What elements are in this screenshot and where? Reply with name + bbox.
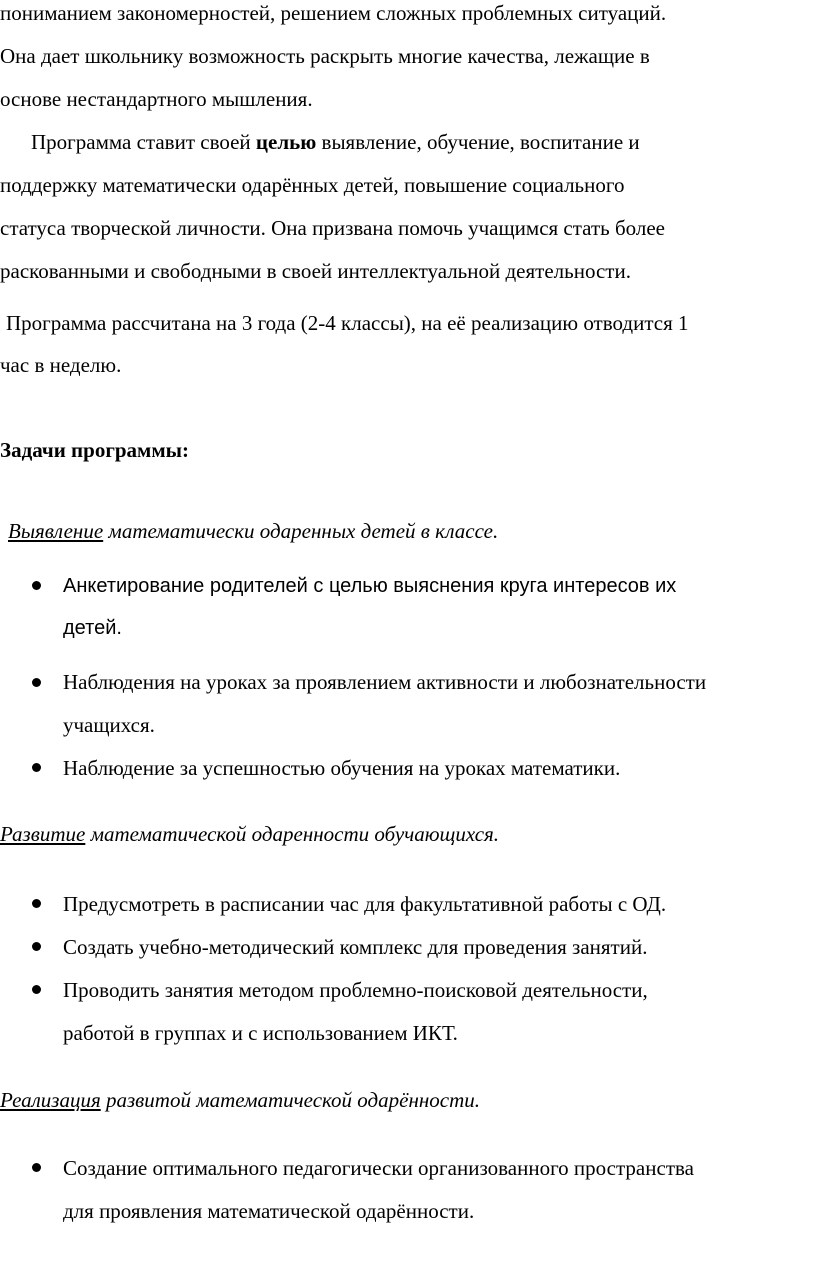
bullet-icon <box>32 985 41 994</box>
section-1-title <box>8 521 498 542</box>
section-2-item-3-line-1: Проводить занятия методом проблемно-поисковой деятельности, <box>63 978 648 1002</box>
goal-line-4: раскованными и свободными в своей интеллектуальной деятельности. <box>0 259 631 283</box>
section-1-item-1-line-2: детей. <box>63 617 122 639</box>
section-2-item-3-line-2: работой в группах и с использованием ИКТ. <box>63 1021 458 1045</box>
goal-suffix: выявление, обучение, воспитание и <box>316 130 640 154</box>
section-2-item-2-line-1: Создать учебно-методический комплекс для проведения занятий. <box>63 935 648 959</box>
section-1-item-1-line-1: Анкетирование родителей с целью выяснения круга интересов их <box>63 575 677 597</box>
section-3-title <box>0 1090 480 1111</box>
section-3-item-1-line-2: для проявления математической одарённости. <box>63 1199 475 1223</box>
section-2-title-rest: математической одаренности обучающихся. <box>85 822 500 846</box>
intro-line-3: основе нестандартного мышления. <box>0 87 313 111</box>
section-2-title-keyword: Развитие <box>0 822 86 846</box>
goal-line-1 <box>31 132 640 153</box>
bullet-icon <box>32 899 41 908</box>
duration-line-1: Программа рассчитана на 3 года (2-4 классы), на её реализацию отводится 1 <box>6 311 689 335</box>
section-1-title-rest: математически одаренных детей в классе. <box>103 519 499 543</box>
bullet-icon <box>32 678 41 687</box>
goal-keyword: целью <box>255 130 317 154</box>
bullet-icon <box>32 763 41 772</box>
goal-line-2: поддержку математически одарённых детей, повышение социального <box>0 173 625 197</box>
intro-line-1: пониманием закономерностей, решением сложных проблемных ситуаций. <box>0 1 667 25</box>
section-2-title <box>0 824 499 845</box>
section-1-item-2-line-2: учащихся. <box>63 713 155 737</box>
bullet-icon <box>32 942 41 951</box>
section-3-item-1-line-1: Создание оптимального педагогически организованного пространства <box>63 1156 694 1180</box>
goal-prefix: Программа ставит своей <box>31 130 256 154</box>
section-3-title-rest: развитой математической одарённости. <box>100 1088 481 1112</box>
section-1-item-2-line-1: Наблюдения на уроках за проявлением активности и любознательности <box>63 670 707 694</box>
section-2-item-1-line-1: Предусмотреть в расписании час для факультативной работы с ОД. <box>63 892 667 916</box>
tasks-heading: Задачи программы: <box>0 438 190 462</box>
section-1-item-3-line-1: Наблюдение за успешностью обучения на уроках математики. <box>63 756 621 780</box>
section-3-title-keyword: Реализация <box>0 1088 101 1112</box>
bullet-icon <box>32 1163 41 1172</box>
intro-line-2: Она дает школьнику возможность раскрыть многие качества, лежащие в <box>0 44 650 68</box>
bullet-icon <box>32 581 41 590</box>
goal-line-3: статуса творческой личности. Она призвана помочь учащимся стать более <box>0 216 665 240</box>
section-1-title-keyword: Выявление <box>8 519 104 543</box>
duration-line-2: час в неделю. <box>0 353 122 377</box>
